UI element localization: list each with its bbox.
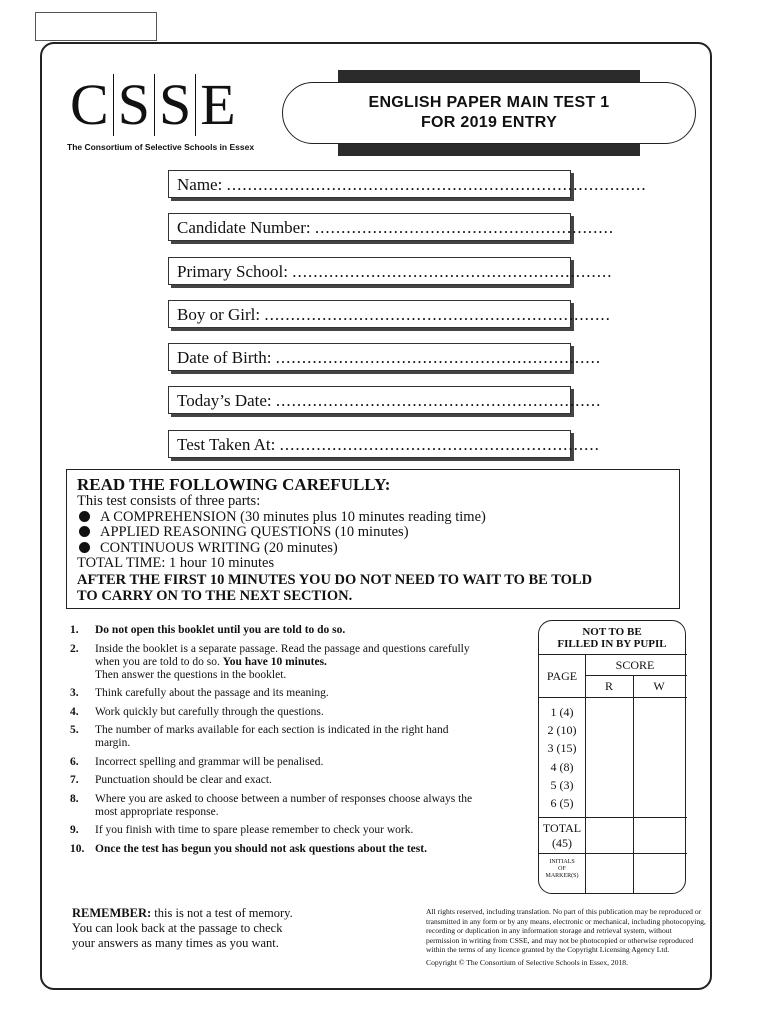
page-row: 6 (5) bbox=[550, 796, 574, 810]
logo-letter: E bbox=[200, 72, 236, 137]
bullet-icon bbox=[79, 542, 90, 553]
instruction-item bbox=[70, 687, 480, 700]
instruction-number: 3. bbox=[70, 687, 79, 699]
score-header-1: NOT TO BE bbox=[582, 626, 642, 638]
field-dots: ............................................................. bbox=[279, 435, 600, 454]
field-dots: ......................................................... bbox=[314, 218, 615, 237]
col-w: W bbox=[653, 679, 665, 693]
rights-text: All rights reserved, including translation. No part of this publication may be reproduced or transmitted in any form or by any means, electronic or mechanical, including photocopying, recording or duplication in any information storage and retrieval system, without permission in writing from CSSE, and may not be photocopied or otherwise reproduced within the terms of any licence granted by the Copyright Licensing Agency Ltd. bbox=[426, 907, 706, 955]
field-label: Candidate Number: bbox=[177, 218, 311, 237]
total-label: TOTAL bbox=[542, 821, 582, 835]
part-item bbox=[77, 541, 679, 557]
remember-note bbox=[72, 906, 372, 951]
score-header-2: FILLED IN BY PUPIL bbox=[557, 638, 667, 650]
primary-school-field[interactable] bbox=[168, 257, 613, 285]
title-line-2: FOR 2019 ENTRY bbox=[420, 114, 558, 131]
instructions-list bbox=[70, 624, 480, 861]
part-item bbox=[77, 510, 679, 526]
logo-letter: C bbox=[70, 72, 109, 137]
title-line-1: ENGLISH PAPER MAIN TEST 1 bbox=[368, 94, 610, 111]
field-dots: ................................................................................ bbox=[226, 175, 647, 194]
paper-title bbox=[282, 82, 696, 144]
instruction-text: Incorrect spelling and grammar will be penalised. bbox=[95, 755, 324, 768]
field-dots: .............................................................. bbox=[275, 391, 602, 410]
instruction-number: 8. bbox=[70, 792, 79, 805]
date-of-birth-field[interactable] bbox=[168, 343, 602, 371]
field-label: Date of Birth: bbox=[177, 348, 272, 367]
instruction-item bbox=[70, 843, 480, 856]
boy-or-girl-field[interactable] bbox=[168, 300, 611, 328]
part-text: A COMPREHENSION (30 minutes plus 10 minutes reading time) bbox=[100, 508, 486, 525]
csse-logo bbox=[66, 72, 240, 138]
instruction-text: Think carefully about the passage and its meaning. bbox=[95, 687, 329, 699]
todays-date-field[interactable] bbox=[168, 386, 602, 414]
instruction-text: Work quickly but carefully through the questions. bbox=[95, 705, 324, 718]
part-item bbox=[77, 525, 679, 541]
instruction-number: 5. bbox=[70, 724, 79, 736]
instruction-number: 10. bbox=[70, 842, 85, 855]
logo-subtitle: The Consortium of Selective Schools in Essex bbox=[67, 142, 255, 152]
instruction-item bbox=[70, 724, 480, 750]
instruction-item bbox=[70, 793, 480, 819]
page-row: 4 (8) bbox=[550, 760, 574, 774]
instruction-extra: Then answer the questions in the booklet. bbox=[95, 668, 287, 681]
instruction-item bbox=[70, 643, 480, 682]
field-label: Primary School: bbox=[177, 262, 288, 281]
instruction-number: 2. bbox=[70, 642, 79, 655]
remember-text-1: this is not a test of memory. bbox=[154, 906, 293, 920]
copyright-text: Copyright © The Consortium of Selective Schools in Essex, 2018. bbox=[426, 957, 628, 967]
remember-label: REMEMBER: bbox=[72, 906, 152, 920]
instruction-emphasis: You have 10 minutes. bbox=[222, 655, 327, 668]
field-label: Boy or Girl: bbox=[177, 305, 261, 324]
part-text: CONTINUOUS WRITING (20 minutes) bbox=[100, 539, 338, 556]
instruction-item bbox=[70, 624, 480, 637]
total-value: (45) bbox=[552, 836, 572, 850]
candidate-label-box bbox=[35, 12, 157, 41]
read-intro: This test consists of three parts: bbox=[77, 493, 261, 509]
part-text: APPLIED REASONING QUESTIONS (10 minutes) bbox=[100, 524, 409, 540]
logo-letter: S bbox=[117, 72, 150, 137]
instruction-number: 4. bbox=[70, 705, 79, 718]
initials-line-3: MARKER(S) bbox=[545, 873, 579, 879]
test-taken-at-field[interactable] bbox=[168, 430, 600, 458]
total-time: TOTAL TIME: 1 hour 10 minutes bbox=[77, 555, 275, 571]
field-dots: .............................................................. bbox=[275, 348, 602, 367]
read-carefully-box bbox=[66, 469, 680, 609]
bullet-icon bbox=[79, 511, 90, 522]
instruction-item bbox=[70, 756, 480, 769]
field-label: Name: bbox=[177, 175, 223, 194]
page-row: 1 (4) bbox=[550, 705, 574, 719]
remember-text-3: your answers as many times as you want. bbox=[72, 936, 279, 950]
bullet-icon bbox=[79, 526, 90, 537]
page-label: PAGE bbox=[546, 669, 578, 683]
initials-line-1: INITIALS bbox=[549, 859, 575, 865]
logo-letter: S bbox=[158, 72, 192, 137]
field-label: Today’s Date: bbox=[177, 391, 272, 410]
instruction-text: Inside the booklet is a separate passage. Read the passage and questions carefully when you are told to do so. bbox=[95, 642, 470, 668]
page-row: 5 (3) bbox=[550, 778, 574, 792]
instruction-text: Where you are asked to choose between a number of responses choose always the most appropriate response. bbox=[95, 792, 473, 818]
instruction-item bbox=[70, 774, 480, 787]
field-dots: .................................................................. bbox=[264, 305, 611, 324]
remember-text-2: You can look back at the passage to check bbox=[72, 921, 283, 935]
score-label: SCORE bbox=[615, 658, 655, 672]
instruction-text: Punctuation should be clear and exact. bbox=[95, 774, 272, 786]
notice-line-1: AFTER THE FIRST 10 MINUTES YOU DO NOT NEED TO WAIT TO BE TOLD bbox=[77, 571, 593, 588]
initials-line-2: OF bbox=[558, 866, 566, 872]
instruction-text: Once the test has begun you should not ask questions about the test. bbox=[95, 842, 427, 855]
instruction-item bbox=[70, 706, 480, 719]
instruction-number: 7. bbox=[70, 774, 79, 786]
col-r: R bbox=[604, 679, 613, 693]
instruction-item bbox=[70, 824, 480, 837]
instruction-number: 6. bbox=[70, 755, 79, 768]
read-heading: READ THE FOLLOWING CAREFULLY: bbox=[77, 475, 391, 494]
score-table bbox=[538, 620, 686, 894]
instruction-text: The number of marks available for each section is indicated in the right hand margin. bbox=[95, 724, 449, 749]
name-field[interactable] bbox=[168, 170, 647, 198]
page-row: 3 (15) bbox=[547, 741, 577, 755]
rights-notice bbox=[426, 907, 706, 968]
instruction-number: 9. bbox=[70, 824, 79, 836]
instruction-text: Do not open this booklet until you are told to do so. bbox=[95, 624, 346, 636]
field-label: Test Taken At: bbox=[177, 435, 276, 454]
instruction-text: If you finish with time to spare please remember to check your work. bbox=[95, 824, 414, 836]
field-dots: ............................................................. bbox=[292, 262, 613, 281]
page-row: 2 (10) bbox=[547, 723, 577, 737]
instruction-number: 1. bbox=[70, 624, 79, 636]
notice-line-2: TO CARRY ON TO THE NEXT SECTION. bbox=[77, 587, 353, 604]
candidate-number-field[interactable] bbox=[168, 213, 615, 241]
